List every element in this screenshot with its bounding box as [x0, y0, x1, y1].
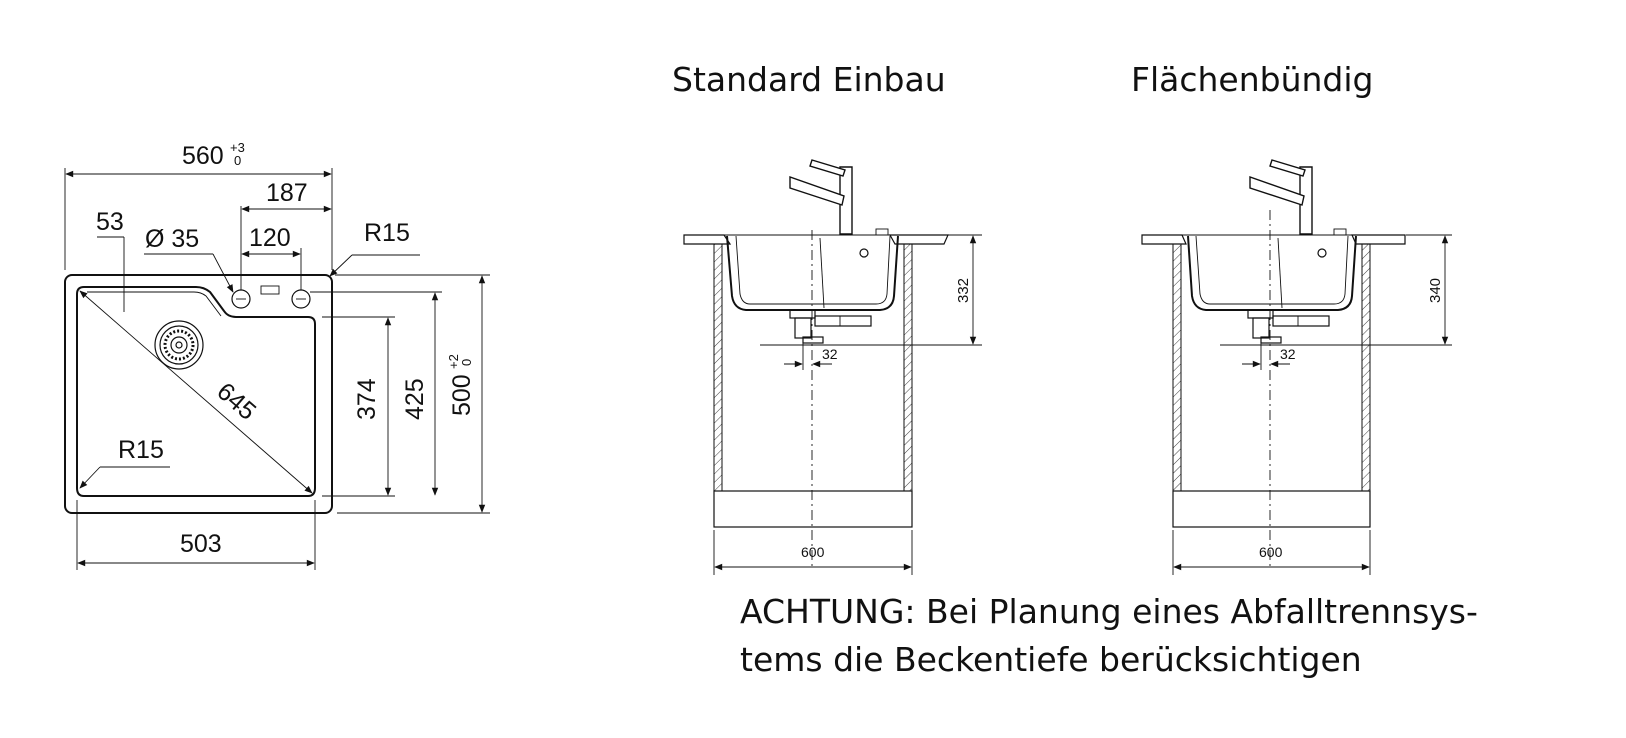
dim-hole-diameter: Ø 35: [145, 225, 200, 253]
cabinet-floor-flush: [1173, 491, 1370, 527]
sink-bowl-inner-line: [87, 292, 221, 316]
top-view-drawing: [65, 140, 490, 570]
note-line-2: tems die Beckentiefe berücksichtigen: [740, 640, 1362, 679]
dim-120: 120: [249, 224, 291, 252]
dim-drain-offset-standard: 32: [822, 346, 838, 362]
drain-strainer: [155, 321, 203, 369]
dim-drain-offset-flush: 32: [1280, 346, 1296, 362]
dim-503: 503: [180, 530, 222, 558]
cabinet-left-wall-standard: [714, 244, 722, 491]
faucet-standard: [790, 160, 852, 234]
dim-187: 187: [266, 179, 308, 207]
dim-cabinet-width-flush: 600: [1259, 544, 1283, 560]
dim-374: 374: [353, 378, 381, 420]
dim-radius-outer: R15: [364, 219, 410, 247]
faucet-flush: [1250, 160, 1312, 234]
siphon-standard: [790, 310, 871, 343]
title-flush-installation: Flächenbündig: [1131, 60, 1374, 99]
cabinet-floor-standard: [714, 491, 912, 527]
cabinet-right-wall-standard: [904, 244, 912, 491]
dim-width-tol-upper: +3: [230, 140, 245, 155]
dim-height-flush: 340: [1427, 277, 1444, 303]
cabinet-right-wall-flush: [1362, 244, 1370, 491]
dim-depth-tol-lower: 0: [459, 358, 474, 366]
dim-cabinet-width-standard: 600: [801, 544, 825, 560]
note-line-1: ACHTUNG: Bei Planung eines Abfalltrennsys-: [740, 592, 1478, 631]
sink-bowl-section-standard: [727, 236, 898, 310]
dim-width-total: 560: [182, 142, 224, 170]
dim-425: 425: [401, 378, 429, 420]
dim-53: 53: [96, 208, 124, 236]
sink-bowl-section-flush: [1188, 236, 1356, 310]
dim-width-tol-lower: 0: [234, 153, 242, 168]
dim-depth-tol-upper: +2: [446, 354, 461, 369]
standard-installation-view: [684, 160, 982, 575]
dim-height-standard: 332: [955, 277, 972, 303]
tap-hole-slot: [261, 286, 279, 294]
dim-500: 500: [448, 374, 476, 416]
dim-diagonal: 645: [211, 377, 262, 426]
title-standard-installation: Standard Einbau: [672, 60, 946, 99]
cabinet-left-wall-flush: [1173, 244, 1181, 491]
flush-installation-view: [1142, 160, 1452, 575]
dim-radius-inner: R15: [118, 436, 164, 464]
siphon-flush: [1248, 310, 1329, 343]
